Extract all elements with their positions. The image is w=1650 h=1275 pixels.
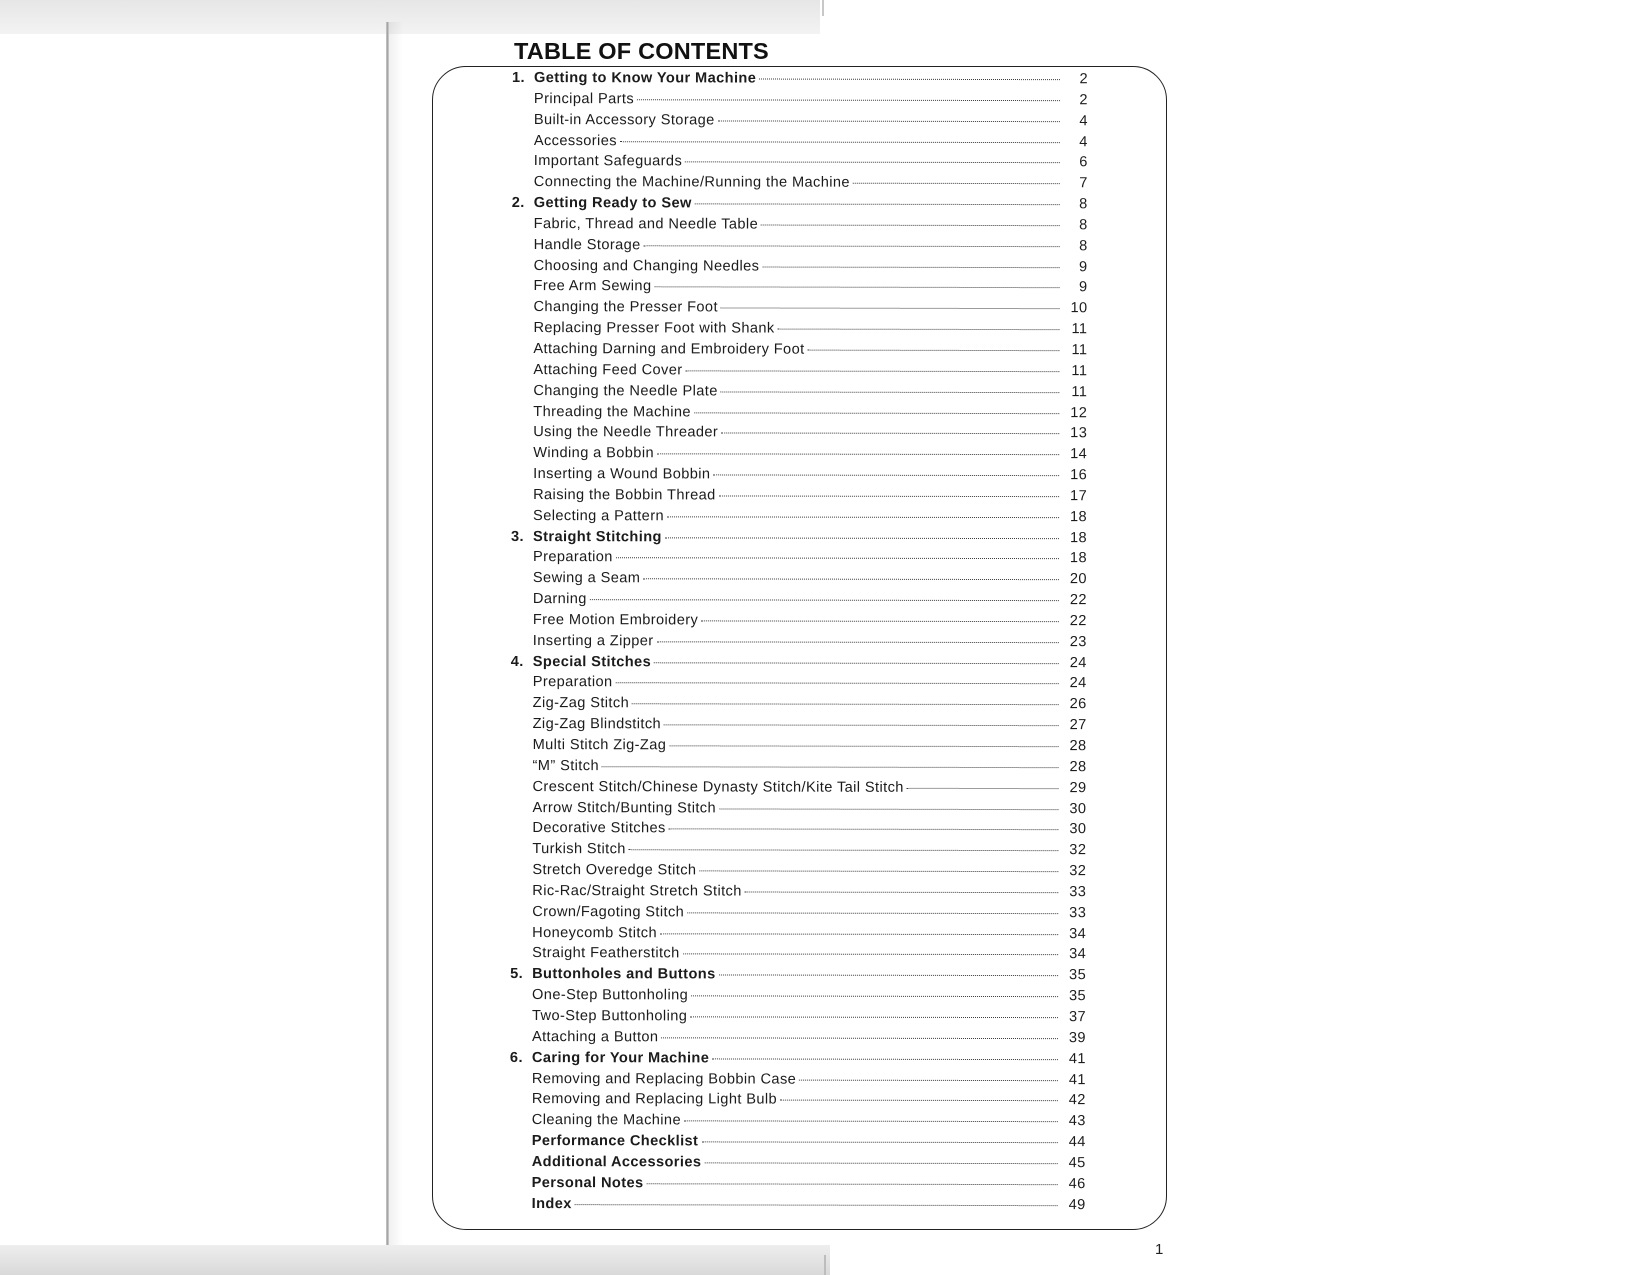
toc-entry-title: Built-in Accessory Storage <box>533 111 715 129</box>
toc-entry-title: Selecting a Pattern <box>533 507 665 525</box>
dot-leader <box>669 829 1059 831</box>
page-number: 1 <box>1155 1241 1164 1258</box>
toc-entry-row <box>511 445 1087 467</box>
toc-entry-title: Accessories <box>533 132 617 149</box>
binding-shadow <box>389 22 403 1258</box>
toc-list <box>510 70 1088 1218</box>
toc-page-number: 23 <box>1069 633 1087 650</box>
toc-section-row <box>511 654 1087 676</box>
toc-page-number: 26 <box>1069 696 1087 713</box>
dot-leader <box>704 1162 1057 1164</box>
dot-leader <box>667 516 1059 518</box>
toc-entry-title: Changing the Needle Plate <box>533 382 718 400</box>
dot-leader <box>661 1037 1058 1039</box>
dot-leader <box>761 224 1060 226</box>
toc-entry-title: Attaching Darning and Embroidery Foot <box>533 341 805 358</box>
toc-page-number: 4 <box>1079 133 1088 150</box>
scan-edge-top-right <box>820 0 1650 22</box>
toc-entry-title: Caring for Your Machine <box>531 1049 710 1067</box>
toc-page-number: 8 <box>1079 217 1088 234</box>
dot-leader <box>632 704 1059 706</box>
toc-entry-title: Stretch Overedge Stitch <box>532 862 697 879</box>
toc-entry-row <box>511 591 1087 613</box>
dot-leader <box>701 620 1059 622</box>
toc-page-number: 8 <box>1079 237 1088 254</box>
toc-page-number: 2 <box>1079 71 1088 88</box>
toc-section-number: 6. <box>509 1049 523 1066</box>
toc-entry-title: Getting Ready to Sew <box>533 195 692 212</box>
toc-entry-title: Changing the Presser Foot <box>533 299 718 316</box>
toc-page-number: 11 <box>1071 321 1088 338</box>
dot-leader <box>691 996 1058 998</box>
dot-leader <box>907 788 1059 789</box>
toc-entry-row <box>511 758 1087 780</box>
toc-entry-title: Special Stitches <box>532 653 652 670</box>
toc-entry-row <box>511 695 1087 717</box>
toc-page-number: 28 <box>1069 759 1087 776</box>
toc-entry-title: Personal Notes <box>531 1174 644 1191</box>
dot-leader <box>719 495 1059 497</box>
toc-page-number: 18 <box>1070 508 1088 525</box>
toc-page-number: 29 <box>1069 779 1087 796</box>
dot-leader <box>590 599 1059 601</box>
toc-page-number: 44 <box>1068 1134 1086 1151</box>
toc-page-number: 27 <box>1069 717 1087 734</box>
toc-entry-row <box>510 904 1086 926</box>
toc-entry-title: Principal Parts <box>533 90 635 108</box>
toc-entry-title: Choosing and Changing Needles <box>533 257 760 275</box>
toc-entry-row <box>511 383 1087 405</box>
toc-page-number: 33 <box>1069 904 1087 921</box>
dot-leader <box>695 203 1060 205</box>
toc-entry-row <box>512 258 1088 280</box>
toc-entry-row <box>510 1008 1086 1030</box>
dot-leader <box>712 1058 1058 1060</box>
toc-entry-row <box>511 633 1087 655</box>
dot-leader <box>684 1121 1058 1123</box>
toc-entry-title: Darning <box>532 591 587 608</box>
dot-leader <box>654 287 1059 289</box>
dot-leader <box>665 537 1059 539</box>
toc-entry-row <box>510 1070 1086 1092</box>
toc-entry-row <box>511 549 1087 571</box>
toc-entry-title: Replacing Presser Foot with Shank <box>533 320 775 337</box>
dot-leader <box>759 79 1060 81</box>
toc-page-number: 2 <box>1079 92 1088 109</box>
toc-entry-row <box>510 987 1086 1009</box>
toc-page-number: 11 <box>1071 383 1088 400</box>
toc-entry-title: Additional Accessories <box>531 1153 702 1171</box>
toc-page-number: 12 <box>1070 404 1088 421</box>
toc-entry-title: Index <box>531 1195 572 1212</box>
toc-section-number: 2. <box>511 195 525 212</box>
dot-leader <box>654 662 1059 664</box>
toc-page-number: 30 <box>1069 800 1087 817</box>
toc-entry-row <box>511 674 1087 696</box>
toc-entry-row <box>511 612 1087 634</box>
toc-entry-row <box>511 403 1087 425</box>
toc-entry-title: Removing and Replacing Bobbin Case <box>531 1070 797 1088</box>
dot-leader <box>690 1016 1058 1018</box>
toc-entry-row <box>510 925 1086 947</box>
toc-entry-row <box>510 820 1086 842</box>
toc-page-number: 22 <box>1069 613 1087 630</box>
toc-page-number: 22 <box>1069 592 1087 609</box>
toc-entry-title: Zig-Zag Stitch <box>532 695 630 712</box>
toc-page-number: 43 <box>1068 1113 1086 1130</box>
dot-leader <box>853 183 1060 184</box>
toc-entry-row <box>510 862 1086 884</box>
toc-entry-row <box>510 779 1086 801</box>
dot-leader <box>644 245 1060 247</box>
toc-page-number: 34 <box>1069 946 1087 963</box>
toc-section-number: 4. <box>510 653 524 670</box>
toc-entry-row <box>511 341 1087 363</box>
toc-entry-row <box>510 1133 1086 1155</box>
toc-entry-title: Raising the Bobbin Thread <box>533 486 716 504</box>
toc-entry-title: Removing and Replacing Light Bulb <box>531 1091 778 1108</box>
toc-entry-title: Inserting a Wound Bobbin <box>533 466 711 483</box>
toc-entry-title: Fabric, Thread and Needle Table <box>533 215 759 233</box>
toc-entry-row <box>511 508 1087 530</box>
toc-entry-row <box>512 237 1088 259</box>
toc-section-row <box>511 529 1087 551</box>
dot-leader <box>660 933 1058 935</box>
toc-page-number: 20 <box>1069 571 1087 588</box>
toc-page-number: 4 <box>1079 112 1088 129</box>
toc-page-number: 16 <box>1070 467 1088 484</box>
dot-leader <box>699 870 1058 872</box>
toc-entry-title: Cleaning the Machine <box>531 1112 681 1129</box>
dot-leader <box>745 891 1059 893</box>
toc-page-number: 10 <box>1070 300 1088 317</box>
toc-entry-title: Preparation <box>532 549 613 566</box>
dot-leader <box>718 120 1060 122</box>
toc-entry-title: Preparation <box>532 674 613 691</box>
toc-entry-title: One-Step Buttonholing <box>532 987 689 1004</box>
dot-leader <box>762 266 1059 268</box>
dot-leader <box>620 141 1060 143</box>
toc-entry-row <box>511 362 1087 384</box>
dot-leader <box>778 329 1060 331</box>
toc-entry-row <box>512 112 1088 134</box>
toc-entry-title: Attaching a Button <box>531 1028 659 1046</box>
toc-entry-row <box>512 153 1088 175</box>
toc-page-number: 6 <box>1079 154 1088 171</box>
dot-leader <box>616 683 1059 685</box>
toc-page-number: 46 <box>1068 1175 1086 1192</box>
toc-page-number: 14 <box>1070 446 1088 463</box>
toc-page-number: 39 <box>1068 1029 1086 1047</box>
dot-leader <box>602 766 1059 768</box>
dot-leader <box>808 350 1060 352</box>
dot-leader <box>701 1141 1057 1143</box>
scan-edge-bottom <box>0 1245 830 1275</box>
toc-entry-row <box>510 945 1086 967</box>
toc-section-number: 3. <box>511 528 525 545</box>
toc-page-number: 11 <box>1071 362 1088 380</box>
toc-entry-row <box>511 320 1087 342</box>
page-title: TABLE OF CONTENTS <box>514 38 769 64</box>
dot-leader <box>721 433 1059 435</box>
dot-leader <box>721 391 1060 393</box>
toc-page-number: 49 <box>1068 1196 1086 1213</box>
toc-page-number: 41 <box>1068 1050 1086 1067</box>
toc-entry-title: Free Motion Embroidery <box>532 611 699 629</box>
toc-entry-title: Attaching Feed Cover <box>533 361 683 379</box>
toc-entry-title: Crown/Fagoting Stitch <box>532 903 685 921</box>
toc-entry-row <box>510 1112 1086 1134</box>
dot-leader <box>721 308 1060 310</box>
toc-page-number: 9 <box>1079 258 1088 275</box>
toc-page-number: 30 <box>1069 821 1087 838</box>
toc-page-number: 28 <box>1069 738 1087 755</box>
toc-entry-title: Performance Checklist <box>531 1133 699 1150</box>
toc-entry-title: Buttonholes and Buttons <box>532 966 716 983</box>
toc-entry-row <box>511 299 1087 321</box>
dot-leader <box>719 808 1058 810</box>
toc-page-number: 8 <box>1079 196 1088 213</box>
toc-entry-row <box>510 1154 1086 1176</box>
toc-entry-title: Turkish Stitch <box>532 841 626 858</box>
dot-leader <box>657 453 1059 455</box>
dot-leader <box>657 641 1059 643</box>
toc-page-number: 37 <box>1068 1009 1087 1026</box>
toc-entry-title: Straight Featherstitch <box>532 945 680 962</box>
dot-leader <box>664 724 1059 726</box>
dot-leader <box>780 1100 1058 1102</box>
toc-section-number: 5. <box>510 966 524 983</box>
toc-entry-title: Connecting the Machine/Running the Machine <box>533 174 850 191</box>
toc-page-number: 17 <box>1070 488 1088 505</box>
toc-entry-title: Inserting a Zipper <box>532 632 654 650</box>
toc-entry-title: Multi Stitch Zig-Zag <box>532 737 667 754</box>
dot-leader <box>687 912 1058 914</box>
toc-page-number: 32 <box>1069 842 1087 859</box>
toc-page-number: 32 <box>1069 863 1087 880</box>
toc-entry-title: Honeycomb Stitch <box>532 924 658 941</box>
toc-entry-row <box>511 716 1087 738</box>
fold-mark-bottom <box>824 1255 826 1275</box>
toc-entry-title: Important Safeguards <box>533 153 683 170</box>
toc-entry-row <box>512 278 1088 300</box>
toc-entry-title: Using the Needle Threader <box>533 424 719 441</box>
toc-entry-row <box>510 1091 1086 1113</box>
toc-entry-title: Sewing a Seam <box>532 570 641 587</box>
toc-entry-row <box>511 466 1087 488</box>
dot-leader <box>669 745 1058 747</box>
fold-mark-top <box>822 0 824 16</box>
toc-section-row <box>512 195 1088 217</box>
toc-page-number: 35 <box>1069 967 1087 984</box>
toc-entry-title: Decorative Stitches <box>532 820 666 837</box>
toc-page-number: 9 <box>1078 279 1088 296</box>
toc-entry-row <box>511 570 1087 592</box>
toc-entry-title: Crescent Stitch/Chinese Dynasty Stitch/Kite Tail Stitch <box>532 778 904 796</box>
toc-entry-row <box>510 883 1086 905</box>
dot-leader <box>643 579 1059 581</box>
toc-page-number: 42 <box>1068 1092 1086 1109</box>
toc-page-number: 13 <box>1070 425 1088 442</box>
toc-section-number: 1. <box>511 70 525 87</box>
toc-entry-row <box>512 174 1088 196</box>
toc-entry-title: Winding a Bobbin <box>533 445 655 462</box>
dot-leader <box>647 1183 1058 1185</box>
dot-leader <box>686 370 1060 372</box>
toc-entry-row <box>510 841 1086 863</box>
dot-leader <box>713 474 1059 476</box>
toc-page-number: 35 <box>1068 988 1087 1005</box>
toc-section-row <box>510 1050 1086 1072</box>
dot-leader <box>719 975 1059 977</box>
toc-entry-title: Arrow Stitch/Bunting Stitch <box>532 799 717 816</box>
dot-leader <box>683 954 1058 956</box>
toc-entry-row <box>511 487 1087 509</box>
toc-entry-row <box>512 133 1088 155</box>
toc-entry-row <box>510 1175 1086 1197</box>
toc-entry-title: “M” Stitch <box>532 757 599 775</box>
toc-entry-title: Straight Stitching <box>533 528 662 545</box>
dot-leader <box>637 99 1060 101</box>
toc-section-row <box>510 966 1086 988</box>
toc-entry-row <box>511 737 1087 759</box>
toc-entry-row <box>512 91 1088 113</box>
toc-page-number: 45 <box>1068 1155 1086 1172</box>
toc-entry-title: Free Arm Sewing <box>533 278 652 295</box>
toc-page-number: 18 <box>1069 550 1087 567</box>
toc-page-number: 41 <box>1068 1071 1086 1088</box>
dot-leader <box>694 412 1059 414</box>
dot-leader <box>616 558 1059 560</box>
toc-entry-title: Getting to Know Your Machine <box>533 70 757 87</box>
toc-page-number: 24 <box>1069 654 1087 671</box>
toc-entry-row <box>510 800 1086 822</box>
dot-leader <box>799 1079 1058 1081</box>
toc-page-number: 24 <box>1069 675 1087 692</box>
toc-page-number: 7 <box>1079 175 1088 192</box>
toc-entry-title: Ric-Rac/Straight Stretch Stitch <box>532 882 742 900</box>
toc-entry-title: Threading the Machine <box>533 403 691 420</box>
toc-entry-title: Handle Storage <box>533 236 641 254</box>
toc-section-row <box>512 70 1088 92</box>
toc-entry-row <box>510 1029 1086 1051</box>
toc-page-number: 18 <box>1069 529 1088 546</box>
toc-entry-title: Two-Step Buttonholing <box>532 1008 688 1025</box>
toc-entry-row <box>511 424 1087 446</box>
toc-page-number: 33 <box>1069 884 1087 901</box>
dot-leader <box>575 1204 1058 1206</box>
dot-leader <box>685 162 1060 164</box>
toc-page-number: 11 <box>1071 342 1088 359</box>
toc-entry-row <box>510 1196 1086 1218</box>
dot-leader <box>629 849 1059 851</box>
toc-entry-row <box>512 216 1088 238</box>
toc-page-number: 34 <box>1069 925 1087 942</box>
toc-entry-title: Zig-Zag Blindstitch <box>532 716 662 733</box>
scan-edge-top <box>0 0 820 34</box>
